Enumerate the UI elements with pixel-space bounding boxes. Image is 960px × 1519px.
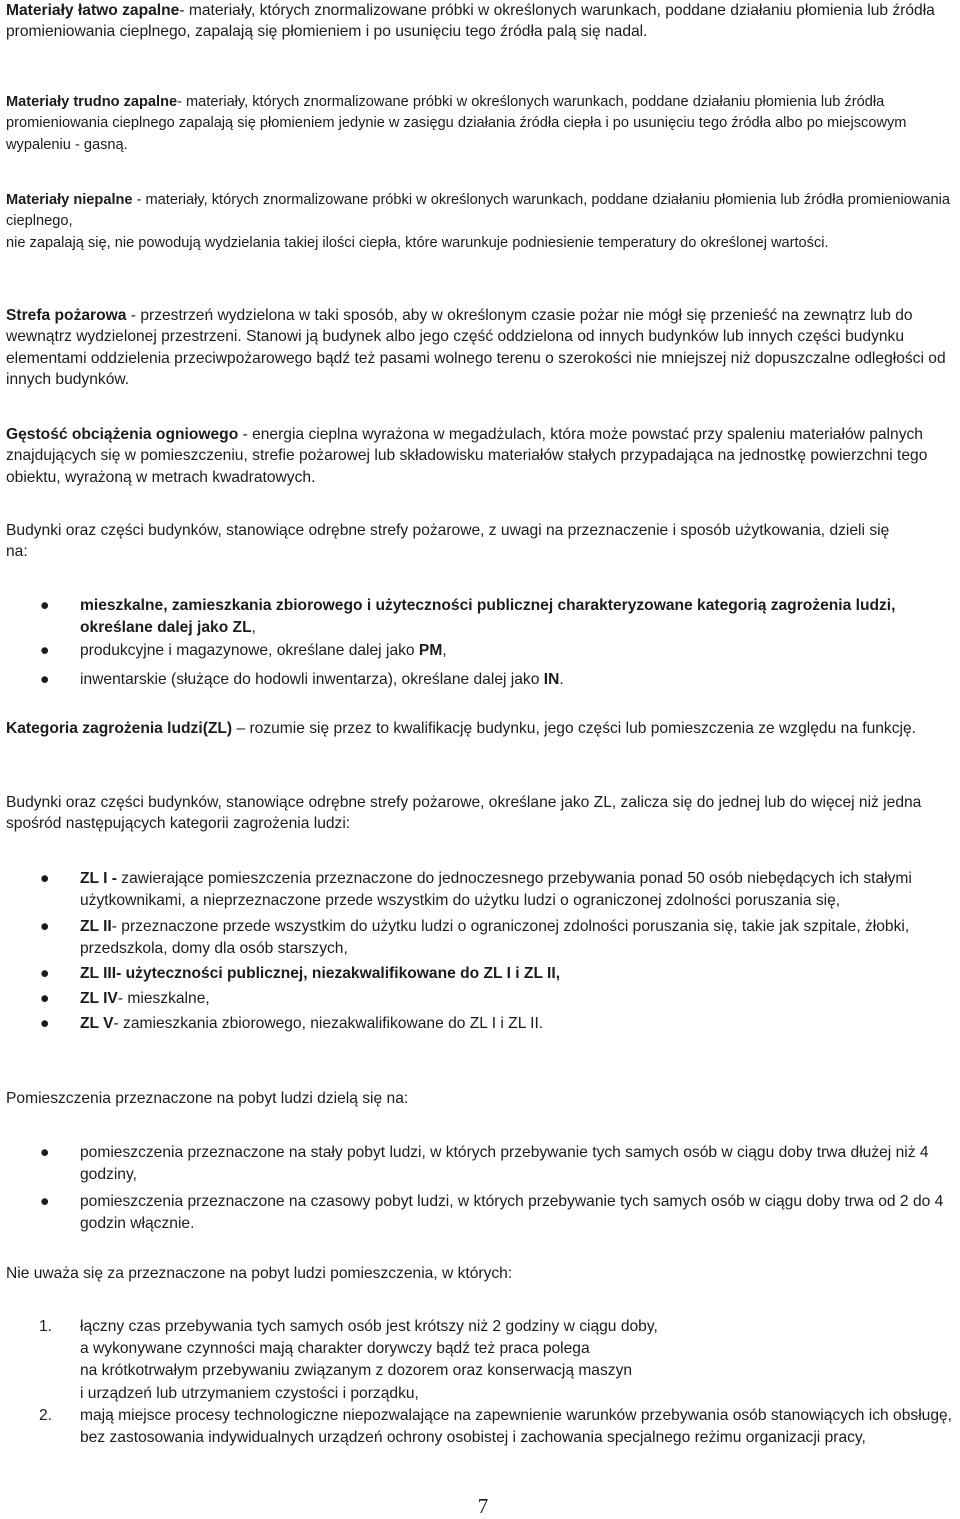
exception-1-line-3: na krótkotrwałym przebywaniu związanym z dozorem oraz konserwacją maszyn [80,1362,633,1380]
def-fire-zone [6,305,952,390]
zl-category-1-code: ZL I - [80,870,117,887]
term-fire-load: Gęstość obciążenia ogniowego [6,426,239,443]
room-types-list [6,1142,960,1235]
building-type-in-text: inwentarskie (służące do hodowli inwentarza), określane dalej jako [80,671,544,688]
building-type-in-code: IN [543,671,560,688]
building-type-in-tail: . [559,671,564,688]
def-non-flammable-p2: nie zapalają się, nie powodują wydzielania takiej ilości ciepła, które warunkuje podniesienie temperatury do określonej wartości. [6,234,829,251]
exception-1-line-4: i urządzeń lub utrzymaniem czystości i porządku, [80,1384,419,1402]
building-type-pm-text: produkcyjne i magazynowe, określane dalej jako [80,642,419,659]
bullet-icon: ● [40,671,50,688]
building-type-zl-text: mieszkalne, zamieszkania zbiorowego i użyteczności publicznej charakteryzowane kategorią zagrożenia ludzi, określane dalej jako ZL [80,597,896,636]
def-fire-zone-text-2: Stanowi ją budynek albo jego część oddzielona od innych budynków lub innych części budynku elementami oddzielenia przeciwpożarowego bądź też pasami wolnego terenu o szerokości nie mniejszej niż dopuszczalne odległości od innych budynków. [6,328,946,388]
def-flammable-text: - materiały, których znormalizowane próbki w określonych warunkach, poddane działaniu płomienia lub źródła promieniowania cieplnego, zapalają się płomieniem i po usunięciu tego źródła palą się nadal. [6,2,935,41]
def-fire-zone-text: - przestrzeń wydzielona w taki sposób, aby w określonym czasie pożar nie mógł się przenieść na zewnątrz lub do wewnątrz wydzielonej przestrzeni. [6,307,913,346]
zl-intro: Budynki oraz części budynków, stanowiące odrębne strefy pożarowe, określane jako ZL, zalicza się do jednej lub do więcej niż jedna spośród następujących kategorii zagrożenia ludzi: [6,794,922,833]
rooms-intro: Pomieszczenia przeznaczone na pobyt ludzi dzielą się na: [6,1090,409,1107]
page-number: 7 [477,1494,489,1518]
category-def [6,718,946,739]
exception-1-line-1: łączny czas przebywania tych samych osób jest krótszy niż 2 godziny w ciągu doby, [80,1318,658,1335]
def-fire-load-text: - energia cieplna wyrażona w megadżulach, która może powstać przy spaleniu materiałów palnych znajdujących się w pomieszczeniu, strefie pożarowej lub składowisku materiałów stałych przypadająca na jednostkę powierzchni tego obiektu, wyrażoną w metrach kwadratowych. [6,426,928,486]
zl-category-3 [6,963,956,985]
bullet-icon: ● [40,965,50,982]
room-type-permanent [6,1142,960,1186]
bullet-icon: ● [40,1193,50,1210]
exception-1-number: 1. [39,1318,53,1335]
category-def-text: – rozumie się przez to kwalifikację budynku, jego części lub pomieszczenia ze względu na funkcję. [232,720,916,737]
zl-category-4-text: - mieszkalne, [117,990,210,1007]
exception-1-line-2: a wykonywane czynności mają charakter dorywczy bądź też praca polega [80,1340,590,1358]
term-category: Kategoria zagrożenia ludzi(ZL) [6,720,233,737]
bullet-icon: ● [40,642,50,659]
zl-category-2-code: ZL II [80,918,112,935]
zl-category-4 [6,988,956,1010]
term-flammable: Materiały łatwo zapalne [6,2,180,19]
zl-category-2-text: - przeznaczone przede wszystkim do użytku ludzi o ograniczonej zdolności poruszania się, takie jak szpitale, żłobki, przedszkola, domy dla osób starszych, [80,918,910,957]
def-non-flammable [6,190,952,254]
bullet-icon: ● [40,597,50,614]
def-non-flammable-p1 [6,190,952,233]
bullet-icon: ● [40,1015,50,1032]
not-rooms-intro: Nie uważa się za przeznaczone na pobyt ludzi pomieszczenia, w których: [6,1265,513,1282]
room-type-temporary [6,1191,960,1235]
exception-2 [6,1405,956,1449]
exception-2-text: mają miejsce procesy technologiczne niepozwalające na zapewnienie warunków przebywania osób stanowiących ich obsługę, bez zastosowania indywidualnych urządzeń ochrony osobistej i zachowania specjalnego reżimu organizacji pracy, [80,1406,953,1447]
buildings-intro: Budynki oraz części budynków, stanowiące odrębne strefy pożarowe, z uwagi na przeznaczenie i sposób użytkowania, dzieli się na: [6,522,890,561]
building-type-zl [6,595,956,639]
zl-category-5 [6,1013,956,1035]
term-non-flammable: Materiały niepalne [6,192,133,208]
building-type-pm-code: PM [418,642,443,659]
zl-categories-list [6,868,956,1035]
bullet-icon: ● [40,870,50,887]
bullet-icon: ● [40,990,50,1007]
zl-category-5-code: ZL V [80,1015,114,1032]
def-flammable [6,0,952,43]
def-fire-load [6,424,956,488]
building-type-pm [6,640,956,662]
def-hardly-flammable [6,92,952,156]
bullet-icon: ● [40,1144,50,1161]
exceptions-list [6,1316,956,1449]
room-type-temporary-text: pomieszczenia przeznaczone na czasowy pobyt ludzi, w których przebywanie tych samych osób w ciągu doby trwa od 2 do 4 godzin włącznie. [80,1193,944,1232]
room-type-permanent-text: pomieszczenia przeznaczone na stały pobyt ludzi, w których przebywanie tych samych osób w ciągu doby trwa dłużej niż 4 godziny, [80,1144,929,1183]
zl-category-1 [6,868,956,912]
zl-category-3-text: ZL III- użyteczności publicznej, niezakwalifikowane do ZL I i ZL II, [80,965,561,982]
term-hardly-flammable: Materiały trudno zapalne [6,94,178,110]
building-type-pm-tail: , [442,642,447,659]
zl-category-1-text: zawierające pomieszczenia przeznaczone do jednoczesnego przebywania ponad 50 osób niebędących ich stałymi użytkownikami, a nieprzeznaczone przede wszystkim do użytku ludzi o ograniczonej zdolności poruszania się, [80,870,912,909]
exception-1 [6,1316,956,1405]
zl-category-2 [6,916,956,960]
def-hardly-flammable-text: - materiały, których znormalizowane próbki w określonych warunkach, poddane działaniu płomienia lub źródła promieniowania cieplnego zapalają się płomieniem jedynie w zasięgu działania źródła ciepła i po usunięciu tego źródła albo po miejscowym wypaleniu - gasną. [6,94,907,153]
zl-category-5-text: - zamieszkania zbiorowego, niezakwalifikowane do ZL I i ZL II. [113,1015,544,1032]
exception-2-number: 2. [39,1406,53,1424]
building-type-zl-tail: , [251,619,256,636]
zl-category-4-code: ZL IV [80,990,118,1007]
term-fire-zone: Strefa pożarowa [6,307,127,324]
def-non-flammable-text-1: - materiały, których znormalizowane próbki w określonych warunkach, poddane działaniu płomienia lub źródła promieniowania cieplnego, [6,192,950,230]
bullet-icon: ● [40,918,50,935]
building-type-in [6,669,956,691]
building-types-list [6,595,956,691]
